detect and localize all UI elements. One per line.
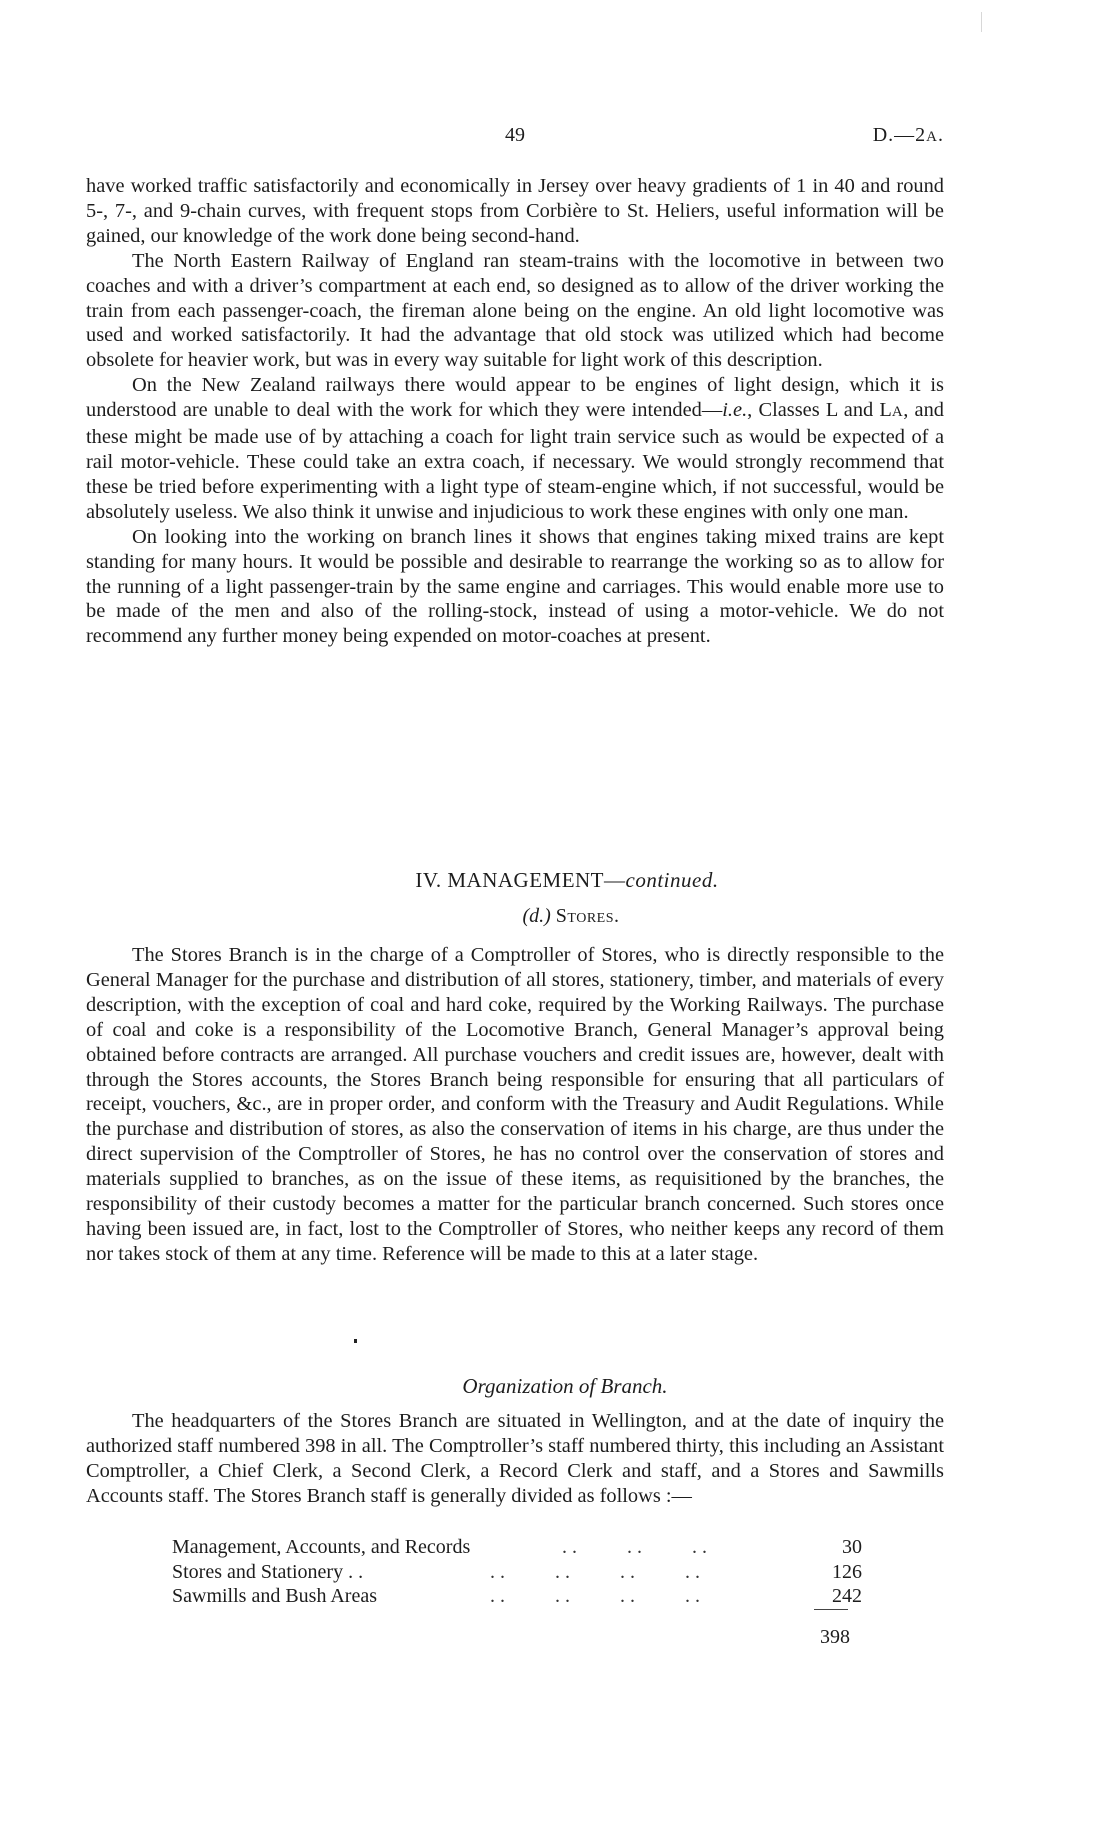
row-value: 30 <box>842 1536 862 1558</box>
row-value: 242 <box>832 1585 862 1607</box>
staff-total: 398 <box>820 1626 850 1648</box>
class-la-small: A <box>891 404 904 421</box>
section-heading-continued: continued. <box>625 868 719 892</box>
row-label: Management, Accounts, and Records <box>172 1536 471 1558</box>
subsection-title: Stores. <box>555 905 620 927</box>
scan-artifact <box>981 12 982 32</box>
ink-speck <box>354 1339 357 1343</box>
paragraph-jersey: have worked traffic satisfactorily and economically in Jersey over heavy gradients of 1 in 40 and round 5-, 7-, and 9-chain curves, with frequent stops from Corbière to St. Heliers, useful information will be gained, our knowledge of the work done being second-hand. <box>86 175 944 247</box>
page-header <box>0 124 1114 154</box>
row-value: 126 <box>832 1560 862 1583</box>
stores-text-block <box>86 943 944 1267</box>
document-reference <box>873 124 944 147</box>
row-label: Sawmills and Bush Areas <box>172 1585 377 1607</box>
paragraph-north-eastern: The North Eastern Railway of England ran steam-trains with the locomotive in between two coaches and with a driver’s compartment at each end, so designed as to allow of the driver working the train from each passenger-coach, the fireman alone being on the engine. An old light locomotive was used and worked satisfactorily. It had the advantage that old stock was utilized which had become obsolete for heavier work, but was in every way suitable for light work of this description. <box>86 249 944 372</box>
doc-ref-main: D.—2 <box>872 124 927 146</box>
subsection-heading <box>14 905 1114 928</box>
table-row <box>172 1560 862 1585</box>
total-rule <box>814 1609 848 1610</box>
subsection-letter: (d.) <box>522 905 551 927</box>
paragraph-new-zealand <box>86 373 944 524</box>
text-run: On the New Zealand railways there would appear to be engines of light design, which it is understood are unable to deal with the work for which they were intended— <box>86 374 944 422</box>
section-heading <box>10 868 1114 893</box>
continued-text-block <box>86 174 944 649</box>
row-label: Stores and Stationery . . <box>172 1560 364 1583</box>
row-leader-dots: . . . . . . . . <box>490 1585 700 1607</box>
doc-ref-small: A <box>926 129 938 145</box>
organization-text-block <box>86 1409 944 1509</box>
row-leader-dots: . . . . . . <box>562 1536 707 1558</box>
paragraph-headquarters: The headquarters of the Stores Branch are situated in Wellington, and at the date of inquiry the authorized staff numbered 398 in all. The Comptroller’s staff numbered thirty, this including an Assistant Comptroller, a Chief Clerk, a Second Clerk, a Record Clerk and staff, and a Stores and Sawmills Accounts staff. The Stores Branch staff is generally divided as follows :— <box>86 1410 944 1507</box>
staff-table <box>172 1535 862 1609</box>
organization-heading: Organization of Branch. <box>462 1374 668 1398</box>
table-row <box>172 1584 862 1609</box>
row-leader-dots: . . . . . . . . <box>490 1560 700 1583</box>
paragraph-stores-branch: The Stores Branch is in the charge of a Comptroller of Stores, who is directly responsible to the General Manager for the purchase and distribution of all stores, stationery, timber, and materials of every description, with the exception of coal and hard coke, required by the Working Railways. The purchase of coal and coke is a responsibility of the Locomotive Branch, General Manager’s approval being obtained before contracts are arranged. All purchase vouchers and credit issues are, however, dealt with through the Stores accounts, the Stores Branch being responsible for ensuring that all particulars of receipt, vouchers, &c., are in proper order, and conform with the Treasury and Audit Regulations. While the purchase and distribution of stores, as also the conservation of items in his charge, are thus under the direct supervision of the Comptroller of Stores, he has no control over the conservation of stores and materials supplied to branches, as on the issue of these items, as requisitioned by the branches, the responsibility of their custody becomes a matter for the particular branch concerned. Such stores once having been issued are, in fact, lost to the Comptroller of Stores, who neither keeps any record of them nor takes stock of them at any time. Reference will be made to this at a later stage. <box>86 944 944 1265</box>
section-heading-main: IV. MANAGEMENT— <box>415 868 626 892</box>
italic-ie: i.e. <box>722 399 748 422</box>
table-row <box>172 1535 862 1560</box>
page-number: 49 <box>505 124 525 146</box>
text-run: , Classes L and L <box>747 399 892 422</box>
doc-ref-end: . <box>938 124 944 146</box>
paragraph-branch-lines: On looking into the working on branch lines it shows that engines taking mixed trains are kept standing for many hours. It would be possible and desirable to rearrange the working so as to allow for the running of a light passenger-train by the same engine and carriages. This would enable more use to be made of the men and also of the rolling-stock, instead of using a motor-vehicle. We do not recommend any further money being expended on motor-coaches at present. <box>86 525 944 648</box>
text-run: , and these might be made use of by attaching a coach for light train service such as would be expected of a rail motor-vehicle. These could take an extra coach, if necessary. We would strongly recommend that these be tried before experimenting with a light type of steam-engine which, if not successful, would be absolutely useless. We also think it unwise and injudicious to work these engines with only one man. <box>86 399 944 523</box>
